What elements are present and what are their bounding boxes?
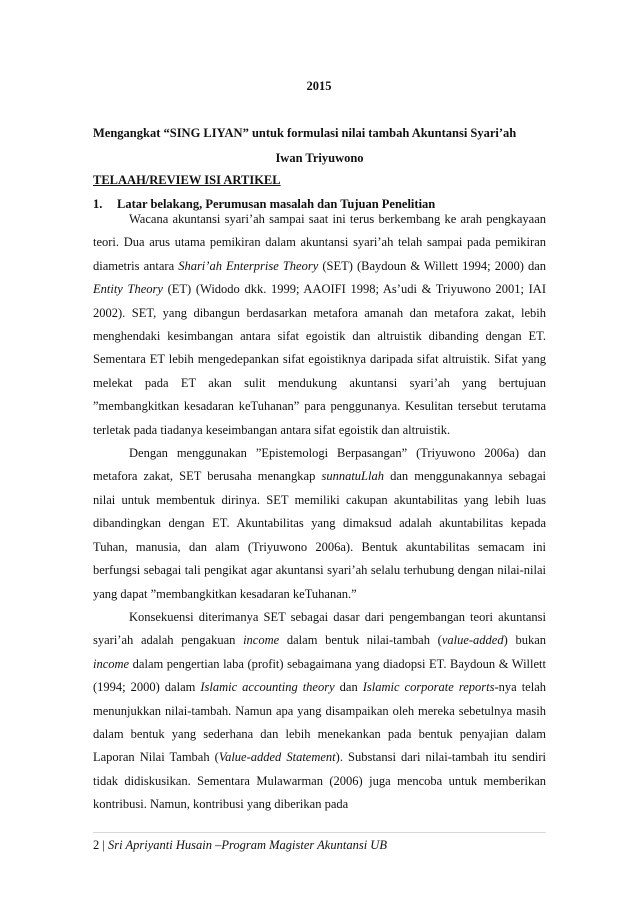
page-footer	[93, 838, 387, 853]
paragraph-text: dalam bentuk nilai-tambah (	[279, 633, 442, 648]
paragraph-text: dan menggunakannya sebagai nilai untuk membentuk dirinya. SET memiliki cakupan akuntabilitas yang lebih luas dibandingkan dengan ET. Akuntabilitas yang dimaksud adalah akuntabilitas kepada Tuhan, manusia, dan alam (Triyuwono 2006a). Bentuk akuntabilitas semacam ini berfungsi sebagai tali pengikat agar akuntansi syari’ah selalu terhubung dengan nilai-nilai yang dapat ”membangkitkan kesadaran keTuhanan.”	[93, 469, 546, 601]
italic-term: Shari’ah Enterprise Theory	[178, 258, 319, 273]
paragraph-text: (ET) (Widodo dkk. 1999; AAOIFI 1998; As’udi & Triyuwono 2001; IAI 2002). SET, yang dibangun berdasarkan metafora amanah dan metafora zakat, lebih menghendaki kesimbangan antara sifat egoistik dan altruistik dibanding dengan ET. Sementara ET lebih mengedepankan sifat egoistiknya daripada sifat altruistik. Sifat yang melekat pada ET akan sulit mendukung akuntansi syari’ah yang bertujuan ”membangkitkan kesadaran keTuhanan” para penggunanya. Kesulitan tersebut terutama terletak pada tiadanya keseimbangan antara sifat egoistik dan altruistik.	[93, 282, 547, 437]
paragraph-text: ). Substansi dari nilai-tambah itu sendiri tidak didiskusikan. Sementara Mulawarman (2006) juga mencoba untuk memberikan kontribusi. Namun, kontribusi yang diberikan pada	[93, 750, 546, 812]
paragraph-text: Wacana akuntansi syari’ah sampai saat ini terus berkembang ke arah pengkayaan teori. Dua arus utama pemikiran dalam akuntansi syari’ah telah sampai pada pemikiran diametris antara	[93, 212, 546, 273]
italic-term: income	[243, 633, 280, 648]
paragraph-text: (SET) (Baydoun & Willett 1994; 2000) dan	[318, 258, 546, 273]
italic-term: value-added	[441, 633, 504, 648]
review-heading: TELAAH/REVIEW ISI ARTIKEL	[93, 173, 281, 187]
section-number: 1.	[93, 197, 103, 211]
paragraph-text: Dengan menggunakan ”Epistemologi Berpasangan” (Triyuwono 2006a) dan metafora zakat, SET berusaha menangkap	[93, 446, 546, 484]
section-title: Latar belakang, Perumusan masalah dan Tujuan Penelitian	[117, 197, 436, 211]
article-body	[93, 208, 546, 817]
paragraph-text: dalam pengertian laba (profit) sebagaimana yang diadopsi ET. Baydoun & Willett (1994; 2000) dalam	[93, 656, 546, 695]
italic-term: Islamic accounting theory	[200, 680, 335, 695]
article-title: Mengangkat “SING LIYAN” untuk formulasi nilai tambah Akuntansi Syari’ah	[93, 126, 517, 140]
footer-divider	[93, 832, 546, 833]
paragraph-3	[93, 606, 546, 817]
paragraph-1	[93, 208, 546, 442]
footer-text: Sri Apriyanti Husain –Program Magister Akuntansi UB	[108, 838, 387, 852]
paragraph-2	[93, 442, 546, 606]
paragraph-text: Konsekuensi diterimanya SET sebagai dasar dari pengembangan teori akuntansi syari’ah adalah pengakuan	[93, 609, 546, 648]
italic-term: income	[93, 656, 130, 671]
paragraph-text: -nya telah menunjukkan nilai-tambah. Namun apa yang disampaikan oleh mereka sebetulnya masih dalam bentuk yang sederhana dan lebih menekankan pada bentuk penyajian dalam Laporan Nilai Tambah (	[93, 680, 546, 765]
page-number: 2 |	[93, 838, 105, 852]
italic-term: Islamic corporate reports	[362, 680, 495, 695]
paragraph-text: ) bukan	[503, 633, 546, 648]
paragraph-text: dan	[334, 680, 363, 695]
italic-term: Value-added Statement	[218, 750, 336, 765]
document-year: 2015	[306, 79, 332, 93]
article-author: Iwan Triyuwono	[275, 151, 364, 165]
italic-term: Entity Theory	[93, 282, 163, 297]
italic-term: sunnatuLlah	[321, 469, 384, 484]
